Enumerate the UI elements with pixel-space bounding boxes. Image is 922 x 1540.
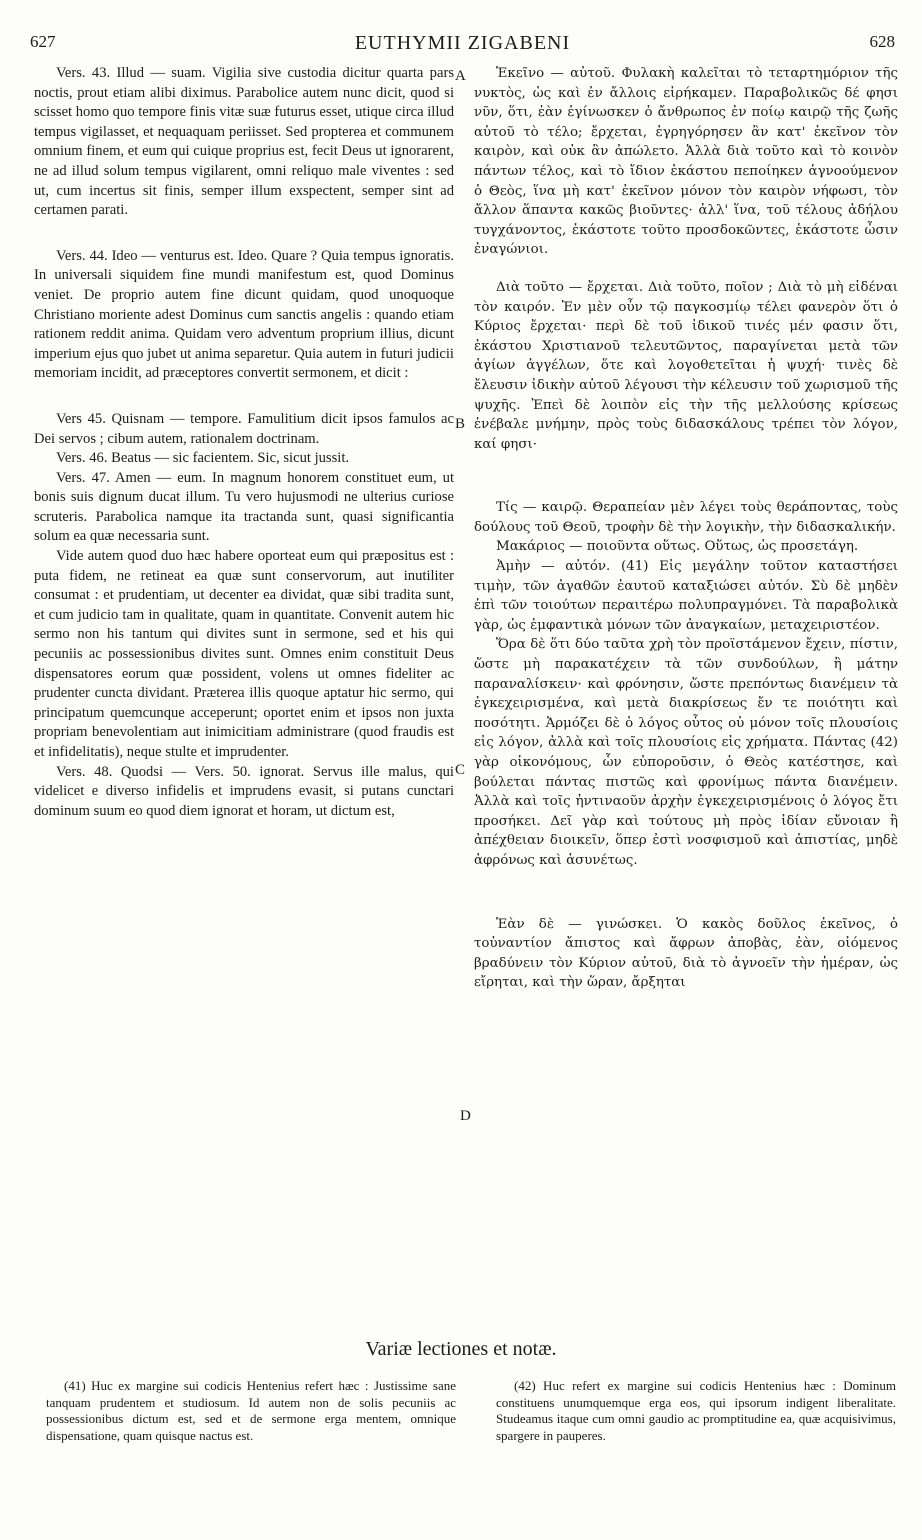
page-number-right: 628 [869, 32, 895, 51]
latin-paragraph: Vide autem quod duo hæc habere oporteat eum qui præpositus est : puta fidem, ne retineat ea quæ sunt conservorum, aut inutiliter consumat : et prudentiam, ut decenter ea dividat, quæ sibi tradita sunt, et cum judicio tam in qualitate, quam in quantitate. Convenit autem hic sermo non his tantum qui divites sunt in sermone, sed et his qui pecuniis ac possessionibus divites sunt. Omnes enim constituit Deus dispensatores eorum quæ possident, volens ut omnes fideliter ac prudenter cuncta dividant. Præterea illis quoque aptatur hic sermo, qui principatum quemcunque acceperunt; oportet enim et ipsos non juxta propriam benevolentiam aut inimicitiam administrare (quod fraudis est et infidelitatis), neque stulte et imprudenter. [34, 548, 454, 760]
greek-paragraph: Ὅρα δὲ ὅτι δύο ταῦτα χρὴ τὸν προϊστάμενον ἔχειν, πίστιν, ὥστε μὴ παρακατέχειν τὰ τῶν συνδούλων, ἢ μάτην παραναλίσκειν· καὶ φρόνησιν, ὥστε πρεπόντως διανέμειν τὰ ἐγκεχειρισμένα, καὶ μετὰ διακρίσεως ἔν τε ποιότητι καὶ ποσότητι. Ἁρμόζει δὲ ὁ λόγος οὗτος οὐ μόνον τοῖς πλουσίοις εἰς λόγον, ἀλλὰ καὶ τοῖς πλουσίοις εἰς χρήματα. Πάντας (42) γὰρ οἰκονόμους, ὧν εὐποροῦσιν, ὁ Θεὸς κατέστησε, καὶ βούλεται πάντας πιστῶς καὶ φρονίμως πάντα διανέμειν. Ἀλλὰ καὶ τοῖς ἡντιναοῦν ἀρχὴν ἐγκεχειρισμένοις ὁ λόγος ἔτι προσήκει. Δεῖ γὰρ καὶ τούτους μὴ πρὸς ἰδίαν εὔνοιαν ἢ ἀπέχθειαν διοικεῖν, ὅπερ ἐστὶ νοσφισμοῦ καὶ ἀπιστίας, μηδὲ ἀφρόνως καὶ ἀσυνέτως. [474, 637, 898, 868]
greek-paragraph: Ἐκεῖνο — αὐτοῦ. Φυλακὴ καλεῖται τὸ τεταρτημόριον τῆς νυκτὸς, ὡς καὶ ἐν ἄλλοις εἰρήκαμεν. Παραβολικῶς δέ φησι νῦν, ὅτι, ἐὰν ἐγίνωσκεν ὁ ἄνθρωπος ἐν ποίῳ καιρῷ τῆς ζωῆς αὐτοῦ τὸ τέλο; ἔρχεται, ἐγρηγόρησεν ἂν κατ' ἐκεῖνον τὸν καιρὸν, καὶ οὐκ ἂν ἀπώλετο. Ἀλλὰ διὰ τοῦτο καὶ τὸ κοινὸν πάντων τέλος, καὶ τὸ ἴδιον ἑκάστου πεποίηκεν ἀγνοούμενον ὁ Θεὸς, ἵνα μὴ κατ' ἐκεῖνον μόνον τὸν καιρὸν νήφωσι, τὸν ἄλλον ἅπαντα κακῶς βιοῦντες· ἀλλ' ἵνα, τοῦ τέλους ἀδήλου τυγχάνοντος, ἑκάστοτε τοῦτο προσδοκῶντες, ἑκάστοτε ὦσιν ἐναγώνιοι. [474, 66, 898, 258]
greek-paragraph: Διὰ τοῦτο — ἔρχεται. Διὰ τοῦτο, ποῖον ; Διὰ τὸ μὴ εἰδέναι τὸν καιρόν. Ἐν μὲν οὖν τῷ παγκοσμίῳ τέλει φανερὸν ὅτι ὁ Κύριος ἔρχεται· περὶ δὲ τοῦ ἰδικοῦ τινές μέν φασιν ὅτι, ἑκάστου Χριστιανοῦ τελευτῶντος, παραγίνεται μετὰ τῶν ἁγίων ἀγγέλων, ὅτε καὶ λογοθετεῖται ἡ ψυχή· τινὲς δὲ ἔλευσιν ἰδικὴν αὐτοῦ λέγουσι τὴν κέλευσιν τοῦ χωρισμοῦ τῆς ψυχῆς. Ἐπεὶ δὲ λοιπὸν εἰς τὴν τῆς μελλούσης κρίσεως ἐνέβαλε μνήμην, πρὸς τοὺς διδασκάλους τρέπει τὸν λόγον, καί φησι· [474, 279, 898, 452]
greek-paragraph: Μακάριος — ποιοῦντα οὕτως. Οὕτως, ὡς προσετάγη. [496, 539, 859, 555]
latin-column [34, 64, 454, 1324]
greek-paragraph: Ἐὰν δὲ — γινώσκει. Ὁ κακὸς δοῦλος ἐκεῖνος, ὁ τοὐναντίον ἄπιστος καὶ ἄφρων ἀποβὰς, ἐὰν, οἰόμενος βραδύνειν τὸν Κύριον αὐτοῦ, διὰ τὸ ἀγνοεῖν τὴν ἡμέραν, ὡς εἴρηται, καὶ τὴν ὥραν, ἄρξηται [474, 916, 898, 991]
running-header [30, 32, 895, 58]
page-number-left: 627 [30, 32, 56, 51]
footnote-42 [496, 1378, 896, 1444]
latin-paragraph: Vers. 48. Quodsi — Vers. 50. ignorat. Servus ille malus, qui videlicet e diverso infidelis et imprudens evasit, si putans cunctari dominum suum eo quod diem ignorat et horam, ut dictum est, [34, 763, 454, 819]
greek-paragraph: Τίς — καιρῷ. Θεραπείαν μὲν λέγει τοὺς θεράποντας, τοὺς δούλους τοῦ Θεοῦ, τροφὴν δὲ τὴν λογικὴν, τὴν διδασκαλικήν. [474, 500, 898, 535]
footnote-text: (42) Huc refert ex margine sui codicis Hentenius hæc : Dominum constituens unumquemque erga eos, qui ipsorum indigent liberalitate. Studeamus itaque cum omni gaudio ac promptitudine ea, quæ acquisivimus, spargere in pauperes. [496, 1378, 896, 1443]
greek-paragraph: Ἀμὴν — αὐτόν. (41) Εἰς μεγάλην τοῦτον καταστήσει τιμὴν, τῶν ἀγαθῶν ἑαυτοῦ καταξιώσει αὐτόν. Σὺ δὲ μηδὲν ἐπὶ τῶν τοιούτων περαιτέρω πολυπραγμόνει. Τὰ παραβολικὰ γὰρ, ὡς ἐμφαντικὰ μόνων τῶν ἀναγκαίων, μεταχειριστέον. [474, 559, 898, 633]
notes-heading: Variæ lectiones et notæ. [365, 1338, 557, 1360]
latin-paragraph: Vers. 44. Ideo — venturus est. Ideo. Quare ? Quia tempus ignoratis. In universali siquidem fine mundi manifestum est, quod Dominus veniet. De proprio autem fine dicunt quidam, quod unoquoque Christiano moriente adest Dominus cum sanctis angelis : quando etiam rationem reddit anima. Quidam vero adventum proprium illius, dicunt imperium ejus quo jubet ut anima separetur. Quia autem in futuri judicii memoriam incidit, ad præceptores convertit sermonem, et dicit : [34, 247, 454, 382]
margin-marker-d: D [460, 1108, 471, 1124]
greek-column [474, 64, 898, 1324]
latin-paragraph: Vers 45. Quisnam — tempore. Famulitium dicit ipsos famulos ac Dei servos ; cibum autem, rationalem doctrinam. [34, 410, 454, 447]
latin-paragraph: Vers. 46. Beatus — sic facientem. Sic, sicut jussit. [56, 450, 350, 467]
latin-paragraph: Vers. 43. Illud — suam. Vigilia sive custodia dicitur quarta pars noctis, prout etiam alibi diximus. Parabolice autem nunc dicit, quod si scisset homo quo tempore finis vitæ suæ futurus esset, utique circa illud tempus vigilasset, et nequaquam periisset. Sed propterea et communem omnium finem, et eum qui cuique proprius est, fecit Deus ut ignorarent, ne ad illud solum tempus vigilarent, omni reliquo male viventes : sed ut, cum incertus sit finis, semper illum exspectent, semper sint ad certamen parati. [34, 65, 454, 219]
footnote-text: (41) Huc ex margine sui codicis Hentenius refert hæc : Justissime sane tanquam prudentem et studiosum. Id autem non de solis pecuniis ac possessionibus dictum est, sed et de sermone erga mentem, omnique dispensatione, quam quisque nactus est. [46, 1378, 456, 1443]
margin-marker-c: C [455, 762, 466, 778]
margin-marker-a: A [455, 68, 466, 84]
margin-marker-b: B [455, 416, 466, 432]
running-title: EUTHYMII ZIGABENI [354, 32, 571, 54]
footnote-41 [46, 1378, 456, 1444]
latin-paragraph: Vers. 47. Amen — eum. In magnum honorem constituet eum, ut bonis suis dignum ducat illum. Tu vero hujusmodi ne ulterius curiose scruteris. Parabolica namque ita tractanda sunt, quasi significantia solum ea quæ necessaria sunt. [34, 469, 454, 545]
